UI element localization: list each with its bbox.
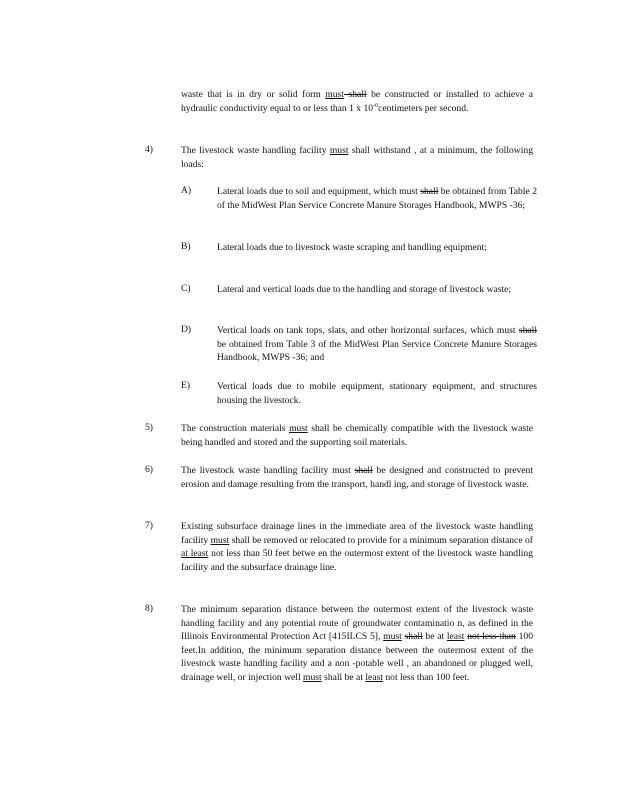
item-letter: E) — [181, 380, 191, 391]
item-number: 7) — [145, 520, 153, 531]
inserted-must: must — [210, 534, 230, 546]
text-run: Vertical loads on tank tops, slats, and other horizontal surfaces, which must — [217, 325, 519, 336]
text-run: Lateral loads due to soil and equipment, which must — [217, 186, 421, 197]
deleted-shall: shall — [354, 465, 373, 476]
item-text: Lateral and vertical loads due to the handling and storage of livestock waste; — [217, 284, 512, 295]
item-number: 5) — [145, 422, 153, 433]
exponent: -6 — [373, 102, 379, 109]
text-run: The construction materials — [181, 423, 290, 434]
item-text: Lateral loads due to livestock waste scraping and handling equipment; — [217, 242, 487, 253]
text-run: shall withstand , at a minimum, the following loads: — [181, 145, 533, 170]
text-run: shall be chemically compatible with the livestock waste being handled and stored and the supporting soil materials. — [181, 423, 534, 448]
text-run: waste that is in dry or solid form — [181, 89, 326, 100]
item-4A-paragraph — [217, 185, 537, 212]
item-text: Vertical loads due to mobile equipment, stationary equipment, and structures housing the livestock. — [217, 381, 537, 406]
text-run: be designed and constructed to prevent erosion and damage resulting from the transport, handl ing, and storage of livestock waste. — [181, 465, 533, 490]
inserted-least: least — [446, 631, 465, 642]
deleted-shall: shall — [404, 631, 423, 642]
item-letter: D) — [181, 324, 192, 335]
deleted-not-less-than: not less than — [467, 631, 516, 642]
item-4B-paragraph — [217, 241, 537, 255]
item-letter: C) — [181, 283, 191, 294]
text-run: The livestock waste handling facility must — [181, 465, 355, 476]
item-4C-paragraph — [217, 283, 537, 297]
item-4E-paragraph — [217, 380, 537, 407]
text-run: be obtained from Table 3 of the MidWest Plan Service Concrete Manure Storages Handbook, MWPS -36; and — [217, 338, 537, 363]
intro-text — [181, 88, 533, 115]
item-5-paragraph — [181, 422, 533, 449]
text-run: be constructed or installed to achieve a hydraulic conductivity equal to or less than 1 x 10 — [181, 89, 533, 114]
item-number: 4) — [145, 144, 153, 155]
text-run: be at — [422, 631, 447, 642]
inserted-at-least: at least — [181, 548, 209, 559]
item-number: 8) — [145, 603, 153, 614]
item-7-paragraph — [181, 520, 533, 574]
item-letter: A) — [181, 185, 192, 196]
text-run: 100 feet.In addition, the minimum separation distance between the outermost extent of the livestock waste handling facility and a non -potable well , an abandoned or plugged well, drainage well, or injection well — [181, 631, 533, 683]
inserted-must: must — [325, 89, 344, 100]
text-run: The livestock waste handling facility — [181, 145, 330, 156]
item-4D-paragraph — [217, 324, 537, 365]
deleted-shall: shall — [420, 186, 439, 197]
item-8-paragraph — [181, 603, 533, 684]
item-6-paragraph — [181, 464, 533, 491]
text-run: shall be at — [321, 671, 366, 683]
deleted-shall: shall — [343, 89, 367, 100]
text-run: not less than 50 feet betwe en the outermost extent of the livestock waste handling facility and the subsurface drainage line. — [181, 548, 534, 573]
item-letter: B) — [181, 241, 191, 252]
inserted-must: must — [329, 145, 349, 156]
inserted-must: must — [383, 631, 402, 642]
item-number: 6) — [145, 464, 153, 475]
text-run: Existing subsurface drainage lines in the immediate area of the livestock waste handling facility — [181, 521, 533, 546]
text-run: be obtained from Table 2 of the MidWest Plan Service Concrete Manure Storages Handbook, MWPS -36; — [217, 186, 537, 211]
inserted-must: must — [289, 423, 308, 434]
deleted-shall: shall — [518, 325, 537, 336]
intro-paragraph — [181, 88, 533, 115]
inserted-must: must — [303, 671, 322, 683]
text-run: The minimum separation distance between the outermost extent of the livestock waste handling facility and any potential route of groundwater contaminatio n, as defined in the Illinois Environmental Protection Act [415ILCS 5], — [181, 604, 533, 642]
text-run: not less than 100 feet. — [382, 671, 470, 683]
item-4-paragraph — [181, 144, 533, 171]
text-run: shall be removed or relocated to provide for a minimum separation distance of — [229, 534, 533, 546]
inserted-least: least — [365, 671, 383, 683]
text-run: centimeters per second. — [378, 102, 469, 114]
